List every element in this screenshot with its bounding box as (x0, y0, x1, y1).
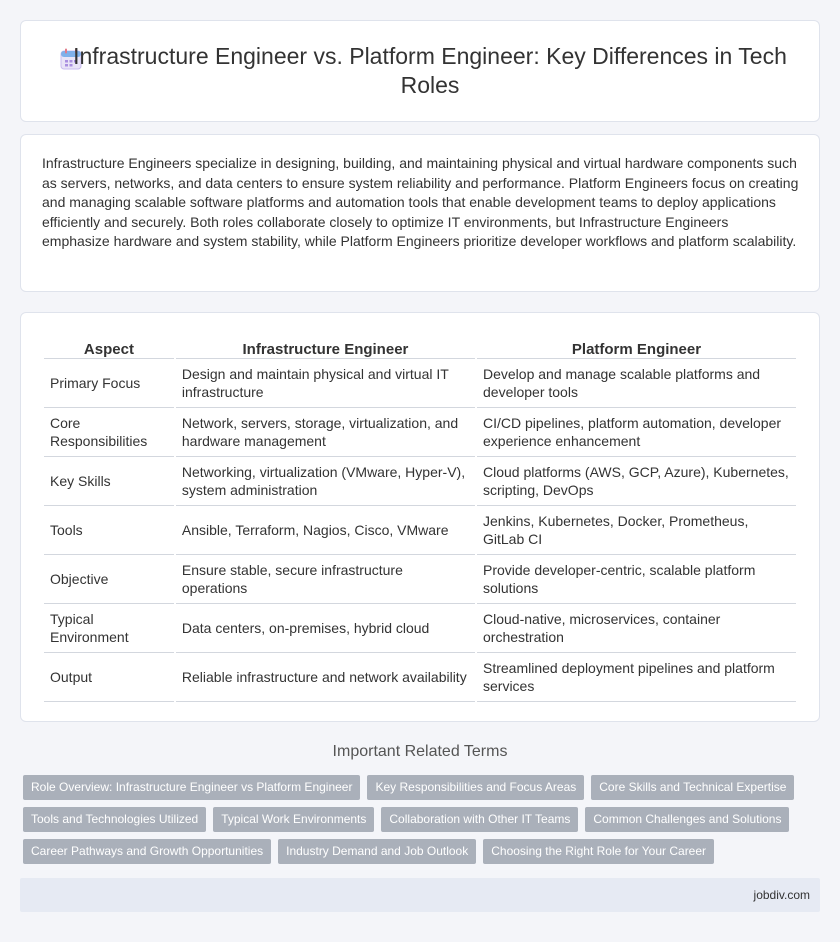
platform-cell: Cloud-native, microservices, container orchestration (477, 604, 796, 653)
related-term-tag[interactable]: Career Pathways and Growth Opportunities (23, 839, 271, 864)
title-card (20, 20, 820, 122)
table-row (44, 408, 796, 457)
related-term-tag[interactable]: Core Skills and Technical Expertise (591, 775, 794, 800)
aspect-cell: Typical Environment (44, 604, 174, 653)
column-header-infrastructure: Infrastructure Engineer (176, 334, 475, 359)
comparison-card (20, 312, 820, 722)
infrastructure-cell: Design and maintain physical and virtual IT infrastructure (176, 359, 475, 408)
table-row (44, 457, 796, 506)
page-title: Infrastructure Engineer vs. Platform Engineer: Key Differences in Tech Roles (73, 43, 787, 98)
footer (20, 878, 820, 912)
infrastructure-cell: Networking, virtualization (VMware, Hyper-V), system administration (176, 457, 475, 506)
intro-paragraph: Infrastructure Engineers specialize in designing, building, and maintaining physical and virtual hardware components such as servers, networks, and data centers to ensure system reliability and performance. Platform Engineers focus on creating and managing scalable software platforms and automation tools that enable development teams to deploy applications efficiently and securely. Both roles collaborate closely to optimize IT environments, but Infrastructure Engineers emphasize hardware and system stability, while Platform Engineers prioritize developer workflows and platform scalability. (42, 155, 799, 249)
related-term-tag[interactable]: Typical Work Environments (213, 807, 374, 832)
infrastructure-cell: Network, servers, storage, virtualization, and hardware management (176, 408, 475, 457)
related-term-tag[interactable]: Common Challenges and Solutions (585, 807, 789, 832)
platform-cell: Streamlined deployment pipelines and platform services (477, 653, 796, 702)
infrastructure-cell: Ensure stable, secure infrastructure operations (176, 555, 475, 604)
intro-card (20, 134, 820, 292)
table-row (44, 359, 796, 408)
column-header-platform: Platform Engineer (477, 334, 796, 359)
related-term-tag[interactable]: Choosing the Right Role for Your Career (483, 839, 714, 864)
column-header-aspect: Aspect (44, 334, 174, 359)
platform-cell: Provide developer-centric, scalable platform solutions (477, 555, 796, 604)
related-term-tag[interactable]: Tools and Technologies Utilized (23, 807, 206, 832)
platform-cell: Jenkins, Kubernetes, Docker, Prometheus, GitLab CI (477, 506, 796, 555)
aspect-cell: Primary Focus (44, 359, 174, 408)
table-row (44, 653, 796, 702)
infrastructure-cell: Reliable infrastructure and network availability (176, 653, 475, 702)
table-row (44, 506, 796, 555)
platform-cell: CI/CD pipelines, platform automation, developer experience enhancement (477, 408, 796, 457)
related-terms-heading: Important Related Terms (332, 743, 508, 760)
related-term-tag[interactable]: Industry Demand and Job Outlook (278, 839, 476, 864)
aspect-cell: Output (44, 653, 174, 702)
table-row (44, 604, 796, 653)
related-term-tag[interactable]: Role Overview: Infrastructure Engineer vs Platform Engineer (23, 775, 360, 800)
platform-cell: Develop and manage scalable platforms and developer tools (477, 359, 796, 408)
aspect-cell: Tools (44, 506, 174, 555)
comparison-table (42, 334, 798, 702)
related-term-tag[interactable]: Key Responsibilities and Focus Areas (367, 775, 584, 800)
table-row (44, 555, 796, 604)
related-term-tag[interactable]: Collaboration with Other IT Teams (381, 807, 578, 832)
related-terms-list (23, 775, 823, 871)
table-header-row (44, 334, 796, 359)
footer-site-link[interactable]: jobdiv.com (753, 888, 810, 902)
aspect-cell: Key Skills (44, 457, 174, 506)
platform-cell: Cloud platforms (AWS, GCP, Azure), Kubernetes, scripting, DevOps (477, 457, 796, 506)
infrastructure-cell: Data centers, on-premises, hybrid cloud (176, 604, 475, 653)
infrastructure-cell: Ansible, Terraform, Nagios, Cisco, VMware (176, 506, 475, 555)
aspect-cell: Core Responsibilities (44, 408, 174, 457)
aspect-cell: Objective (44, 555, 174, 604)
